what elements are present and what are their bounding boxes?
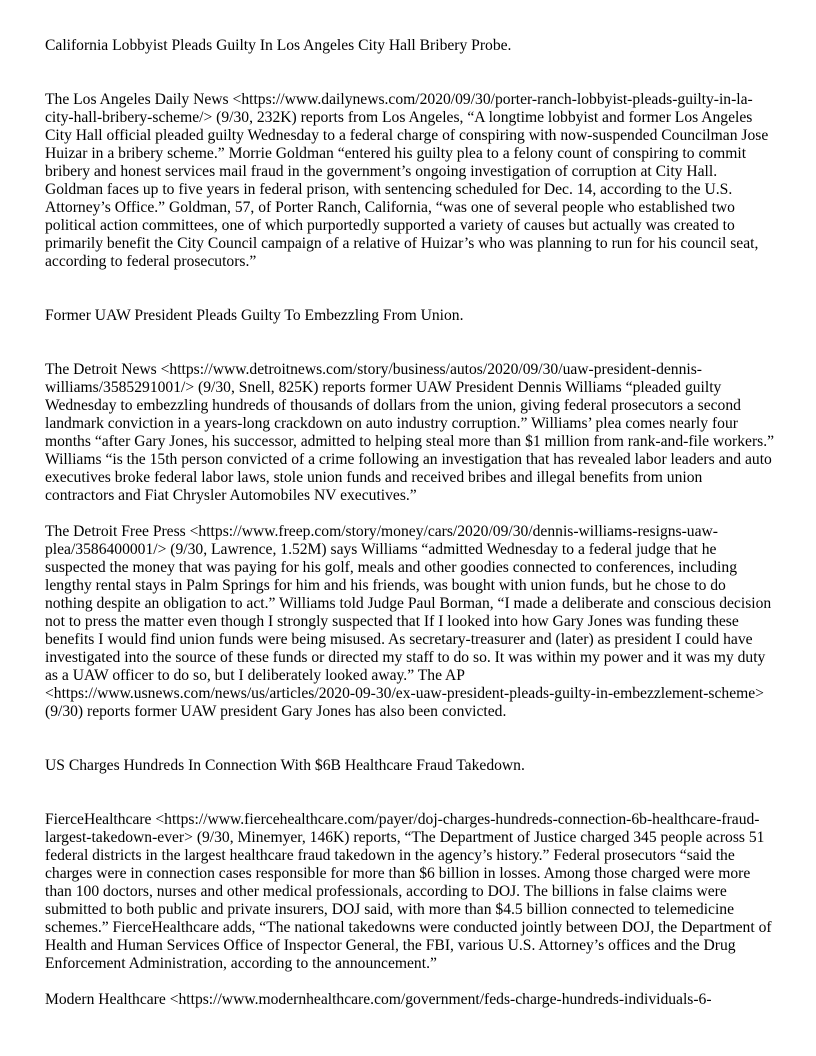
- paragraph-detroit-free-press: The Detroit Free Press <https://www.freep.com/story/money/cars/2020/09/30/dennis-williams-resigns-uaw-plea/3586400001/> (9/30, Lawrence, 1.52M) says Williams “admitted Wednesday to a federal judge that he suspected the money that was paying for his golf, meals and other goodies connected to conferences, including lengthy rental stays in Palm Springs for him and his friends, was bought with union funds, but he chose to do nothing despite an obligation to act.” Williams told Judge Paul Borman, “I made a deliberate and conscious decision not to press the matter even though I strongly suspected that If I looked into how Gary Jones was funding these benefits I would find union funds were being misused. As secretary-treasurer and (later) as president I could have investigated into the source of these funds or directed my staff to do so. It was within my power and it was my duty as a UAW officer to do so, but I deliberately looked away.” The AP <https://www.usnews.com/news/us/articles/2020-09-30/ex-uaw-president-pleads-guilty-in-embezzlement-scheme> (9/30) reports former UAW president Gary Jones has also been convicted.: [45, 523, 772, 720]
- article-lobbyist-bribery: [45, 37, 775, 271]
- headline-lobbyist-bribery: California Lobbyist Pleads Guilty In Los Angeles City Hall Bribery Probe.: [45, 37, 512, 54]
- article-uaw-embezzlement: [45, 307, 775, 721]
- paragraph-fiercehealthcare: FierceHealthcare <https://www.fiercehealthcare.com/payer/doj-charges-hundreds-connection-6b-healthcare-fraud-largest-takedown-ever> (9/30, Minemyer, 146K) reports, “The Department of Justice charged 345 people across 51 federal districts in the largest healthcare fraud takedown in the agency’s history.” Federal prosecutors “said the charges were in connection cases responsible for more than $6 billion in losses. Among those charged were more than 100 doctors, nurses and other medical professionals, according to DOJ. The billions in false claims were submitted to both public and private insurers, DOJ said, with more than $4.5 billion connected to telemedicine schemes.” FierceHealthcare adds, “The national takedowns were conducted jointly between DOJ, the Department of Health and Human Services Office of Inspector General, the FBI, various U.S. Attorney’s offices and the Drug Enforcement Administration, according to the announcement.”: [45, 811, 772, 972]
- headline-uaw-embezzlement: Former UAW President Pleads Guilty To Embezzling From Union.: [45, 307, 464, 324]
- headline-healthcare-fraud: US Charges Hundreds In Connection With $6B Healthcare Fraud Takedown.: [45, 757, 525, 774]
- document-page: [45, 37, 775, 1009]
- paragraph-la-daily-news: The Los Angeles Daily News <https://www.dailynews.com/2020/09/30/porter-ranch-lobbyist-pleads-guilty-in-la-city-hall-bribery-scheme/> (9/30, 232K) reports from Los Angeles, “A longtime lobbyist and former Los Angeles City Hall official pleaded guilty Wednesday to a federal charge of conspiring with now-suspended Councilman Jose Huizar in a bribery scheme.” Morrie Goldman “entered his guilty plea to a felony count of conspiring to commit bribery and honest services mail fraud in the government’s ongoing investigation of corruption at City Hall. Goldman faces up to five years in federal prison, with sentencing scheduled for Dec. 14, according to the U.S. Attorney’s Office.” Goldman, 57, of Porter Ranch, California, “was one of several people who established two political action committees, one of which purportedly supported a variety of causes but actually was created to primarily benefit the City Council campaign of a relative of Huizar’s who was planning to run for his council seat, according to federal prosecutors.”: [45, 91, 769, 270]
- paragraph-detroit-news: The Detroit News <https://www.detroitnews.com/story/business/autos/2020/09/30/uaw-president-dennis-williams/3585291001/> (9/30, Snell, 825K) reports former UAW President Dennis Williams “pleaded guilty Wednesday to embezzling hundreds of thousands of dollars from the union, giving federal prosecutors a second landmark conviction in a years-long crackdown on auto industry corruption.” Williams’ plea comes nearly four months “after Gary Jones, his successor, admitted to helping steal more than $1 million from rank-and-file workers.” Williams “is the 15th person convicted of a crime following an investigation that has revealed labor leaders and auto executives broke federal labor laws, stole union funds and received bribes and illegal benefits from union contractors and Fiat Chrysler Automobiles NV executives.”: [45, 361, 775, 504]
- paragraph-modern-healthcare: Modern Healthcare <https://www.modernhealthcare.com/government/feds-charge-hundreds-individuals-6-: [45, 991, 712, 1008]
- article-healthcare-fraud: [45, 757, 775, 1009]
